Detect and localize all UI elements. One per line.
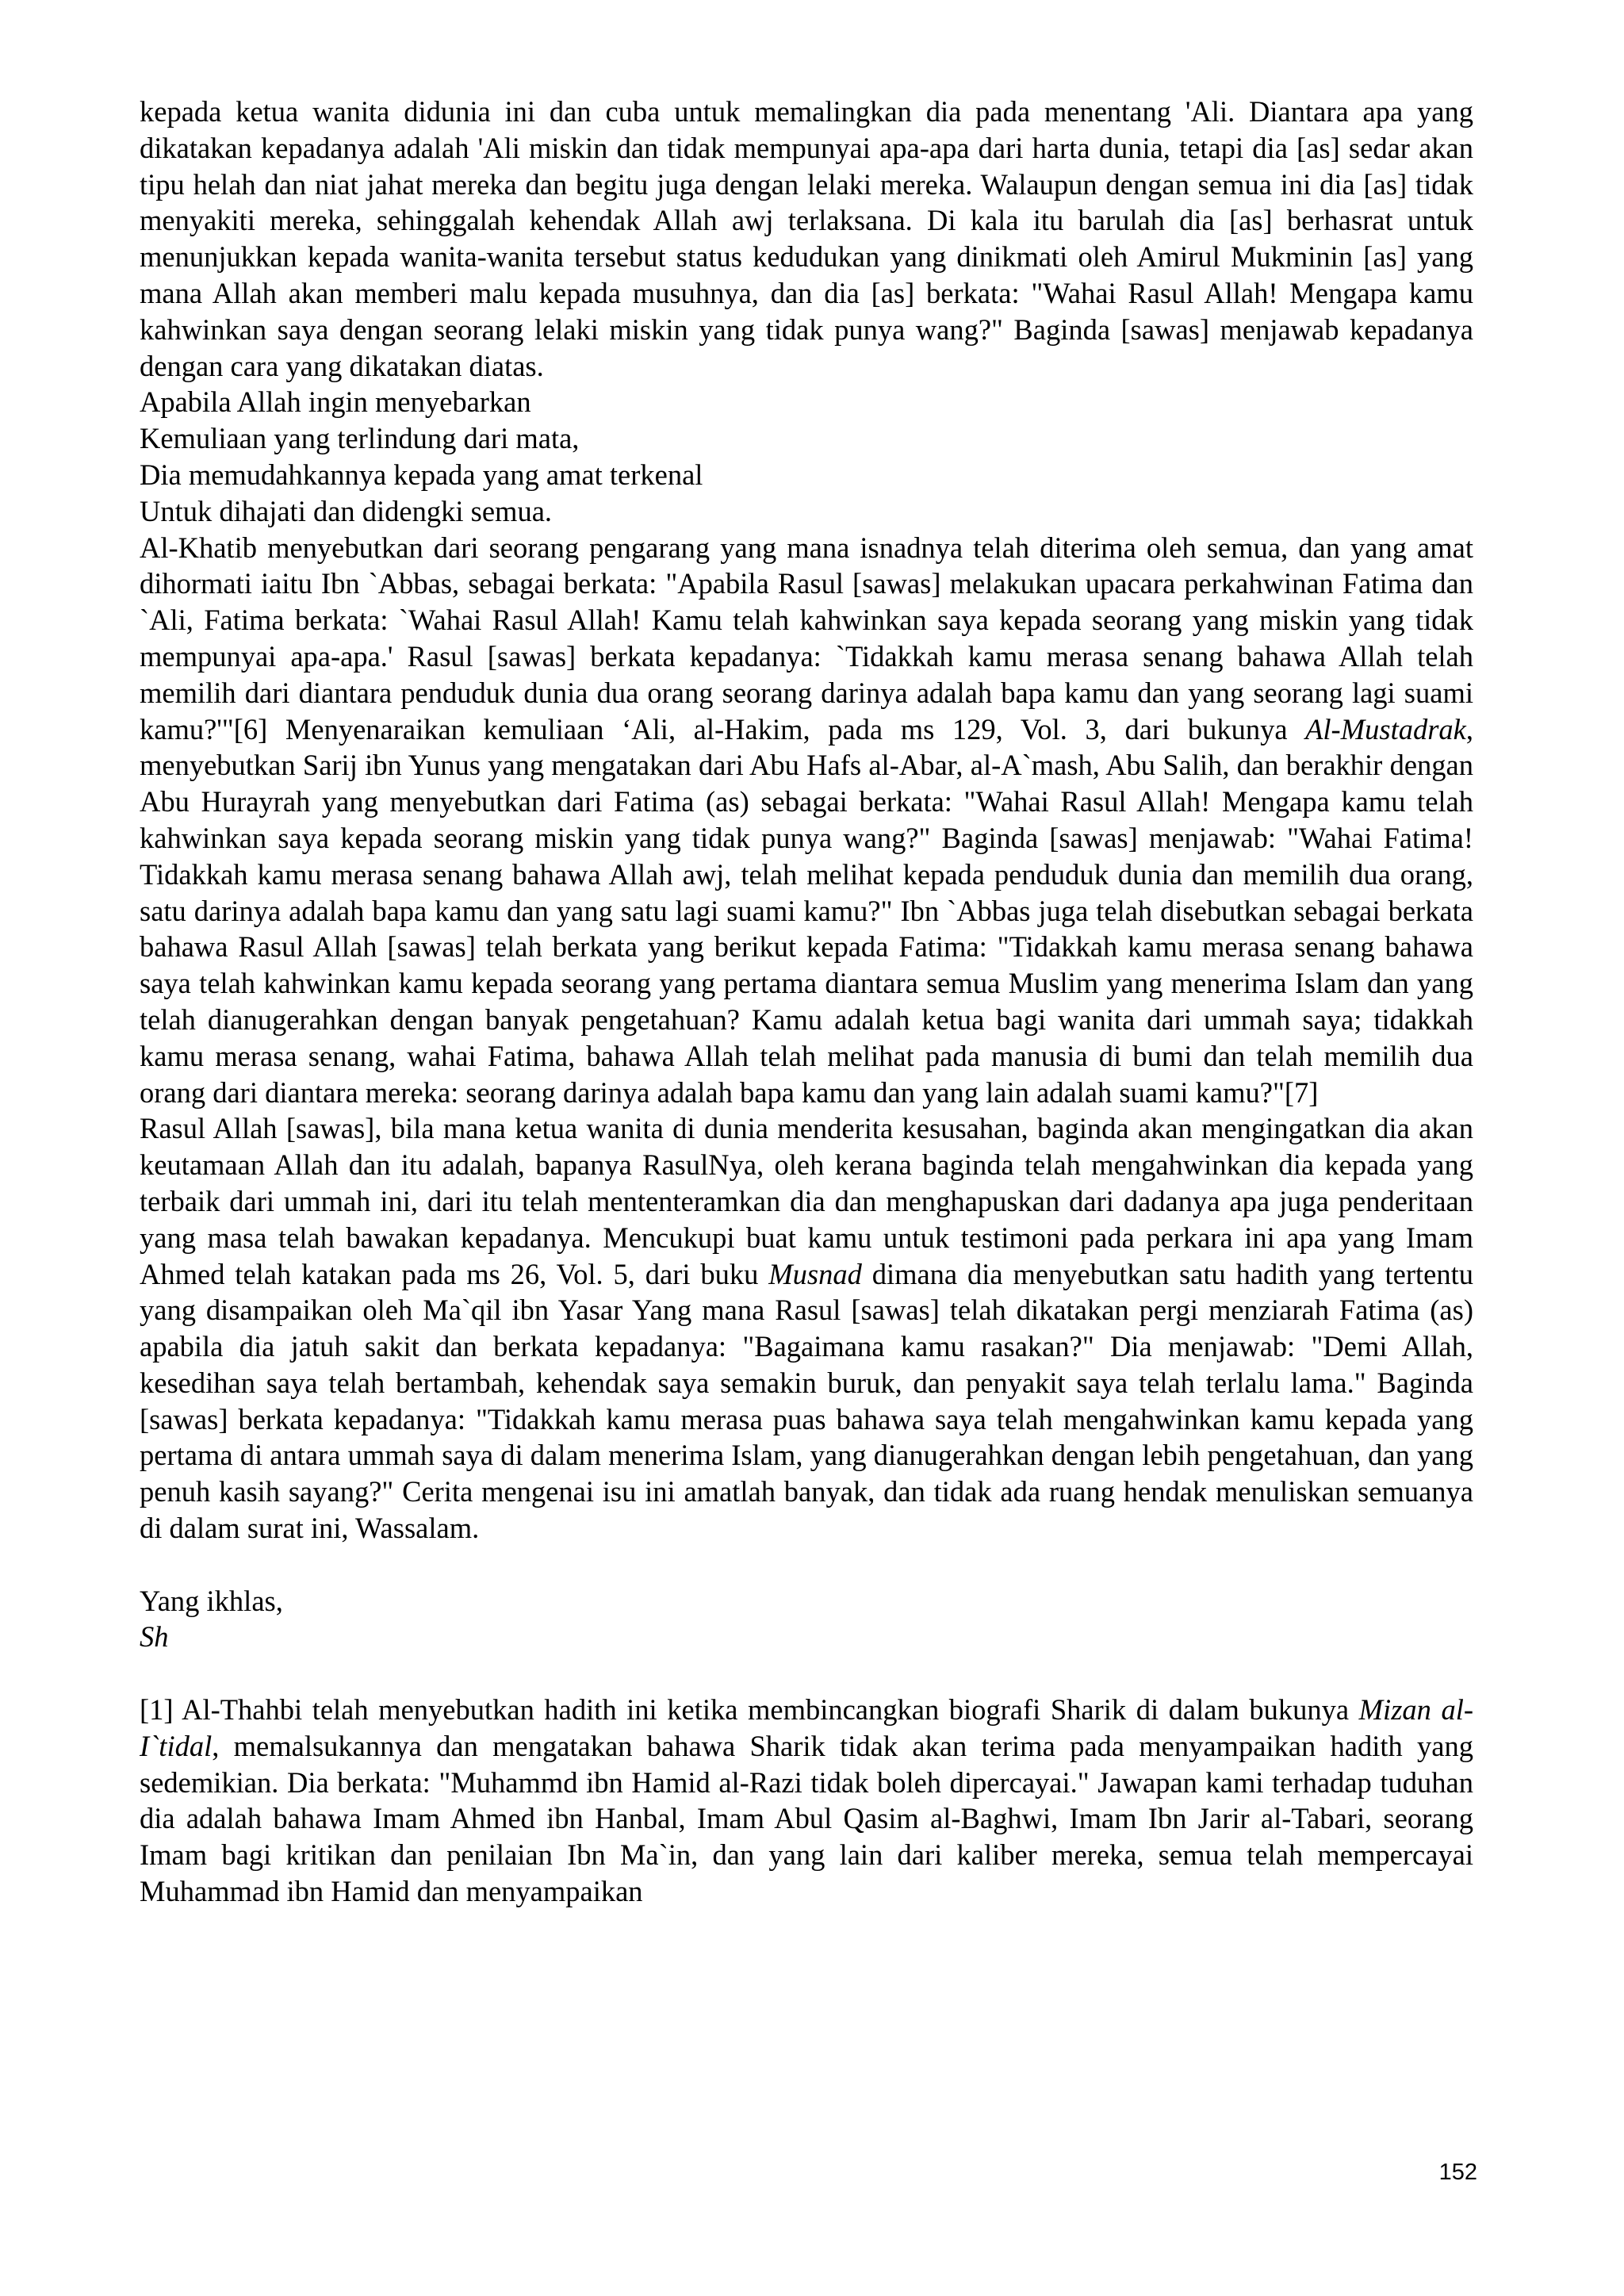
paragraph-intro: kepada ketua wanita didunia ini dan cuba untuk memalingkan dia pada menentang 'Ali. Diantara apa yang dikatakan kepadanya adalah 'Ali miskin dan tidak mempunyai apa-apa dari harta dunia, tetapi dia [as] sedar akan tipu helah dan niat jahat mereka dan begitu juga dengan lelaki mereka. Walaupun dengan semua ini dia [as] tidak menyakiti mereka, sehinggalah kehendak Allah awj terlaksana. Di kala itu barulah dia [as] berhasrat untuk menunjukkan kepada wanita-wanita tersebut status kedudukan yang dinikmati oleh Amirul Mukminin [as] yang mana Allah akan memberi malu kepada musuhnya, dan dia [as] berkata: "Wahai Rasul Allah! Mengapa kamu kahwinkan saya dengan seorang lelaki miskin yang tidak punya wang?" Baginda [sawas] menjawab kepadanya dengan cara yang dikatakan diatas. bbox=[140, 95, 1473, 382]
book-title: Mizan al-I`tidal bbox=[140, 1693, 1474, 1762]
book-title: Al-Mustadrak bbox=[1305, 712, 1466, 746]
text-run: Al-Khatib menyebutkan dari seorang pengarang yang mana isnadnya telah diterima oleh semua, dan yang amat dihormati iaitu Ibn `Abbas, sebagai berkata: "Apabila Rasul [sawas] melakukan upacara perkahwinan Fatima dan `Ali, Fatima berkata: `Wahai Rasul Allah! Kamu telah kahwinkan saya kepada seorang yang miskin yang tidak mempunyai apa-apa.' Rasul [sawas] berkata kepadanya: `Tidakkah kamu merasa senang bahawa Allah telah memilih dari diantara penduduk dunia dua orang seorang darinya adalah bapa kamu dan yang seorang lagi suami kamu?'"[6] Menyenaraikan kemuliaan ‘Ali, al-Hakim, pada ms 129, Vol. 3, dari bukunya bbox=[140, 531, 1473, 746]
paragraph-al-khatib bbox=[140, 530, 1473, 1111]
footnote-1 bbox=[140, 1692, 1473, 1910]
verse-line-3: Dia memudahkannya kepada yang amat terkenal bbox=[140, 458, 703, 491]
signature-text: Sh bbox=[140, 1620, 169, 1654]
page-number: 152 bbox=[1438, 2160, 1477, 2185]
paragraph-rasul-allah bbox=[140, 1110, 1473, 1547]
document-body bbox=[140, 94, 1473, 1910]
verse-line-1: Apabila Allah ingin menyebarkan bbox=[140, 385, 531, 419]
text-run: , menyebutkan Sarij ibn Yunus yang mengatakan dari Abu Hafs al-Abar, al-A`mash, Abu Salih, dan berakhir dengan Abu Hurayrah yang menyebutkan dari Fatima (as) sebagai berkata: "Wahai Rasul Allah! Mengapa kamu telah kahwinkan saya kepada seorang miskin yang tidak punya wang?" Baginda [sawas] menjawab: "Wahai Fatima! Tidakkah kamu merasa senang bahawa Allah awj, telah melihat kepada penduduk dunia dan memilih dua orang, satu darinya adalah bapa kamu dan yang satu lagi suami kamu?" Ibn `Abbas juga telah disebutkan sebagai berkata bahawa Rasul Allah [sawas] telah berkata yang berikut kepada Fatima: "Tidakkah kamu merasa senang bahawa saya telah kahwinkan kamu kepada seorang yang pertama diantara semua Muslim yang menerima Islam dan yang telah dianugerahkan dengan banyak pengetahuan? Kamu adalah ketua bagi wanita dari ummah saya; tidakkah kamu merasa senang, wahai Fatima, bahawa Allah telah melihat pada manusia di bumi dan telah memilih dua orang dari diantara mereka: seorang darinya adalah bapa kamu dan yang lain adalah suami kamu?"[7] bbox=[140, 712, 1473, 1109]
verse-line-2: Kemuliaan yang terlindung dari mata, bbox=[140, 422, 580, 455]
spacer bbox=[140, 1655, 1473, 1692]
closing: Yang ikhlas, bbox=[140, 1584, 283, 1617]
text-run: [1] Al-Thahbi telah menyebutkan hadith ini ketika membincangkan biografi Sharik di dalam bukunya bbox=[140, 1693, 1359, 1727]
verse-line-4: Untuk dihajati dan didengki semua. bbox=[140, 494, 553, 527]
signature bbox=[140, 1619, 1473, 1655]
text-run: , memalsukannya dan mengatakan bahawa Sharik tidak akan terima pada menyampaikan hadith yang sedemikian. Dia berkata: "Muhammd ibn Hamid al-Razi tidak boleh dipercayai." Jawapan kami terhadap tuduhan dia adalah bahawa Imam Ahmed ibn Hanbal, Imam Abul Qasim al-Baghwi, Imam Ibn Jarir al-Tabari, seorang Imam bagi kritikan dan penilaian Ibn Ma`in, dan yang lain dari kaliber mereka, semua telah mempercayai Muhammad ibn Hamid dan menyampaikan bbox=[140, 1729, 1473, 1908]
spacer bbox=[140, 1547, 1473, 1583]
text-run: dimana dia menyebutkan satu hadith yang tertentu yang disampaikan oleh Ma`qil ibn Yasar Yang mana Rasul [sawas] telah dikatakan pergi menziarah Fatima (as) apabila dia jatuh sakit dan berkata kepadanya: "Bagaimana kamu rasakan?" Dia menjawab: "Demi Allah, kesedihan saya telah bertambah, kehendak saya semakin buruk, dan penyakit saya telah terlalu lama." Baginda [sawas] berkata kepadanya: "Tidakkah kamu merasa puas bahawa saya telah mengahwinkan kamu kepada yang pertama di antara ummah saya di dalam menerima Islam, yang dianugerahkan dengan lebih pengetahuan, dan yang penuh kasih sayang?" Cerita mengenai isu ini amatlah banyak, dan tidak ada ruang hendak menuliskan semuanya di dalam surat ini, Wassalam. bbox=[140, 1257, 1473, 1545]
book-title: Musnad bbox=[768, 1257, 862, 1290]
text-run: Rasul Allah [sawas], bila mana ketua wanita di dunia menderita kesusahan, baginda akan mengingatkan dia akan keutamaan Allah dan itu adalah, bapanya RasulNya, oleh kerana baginda telah mengahwinkan dia kepada yang terbaik dari ummah ini, dari itu telah mententeramkan dia dan menghapuskan dari dadanya apa juga penderitaan yang masa telah bawakan kepadanya. Mencukupi buat kamu untuk testimoni pada perkara ini apa yang Imam Ahmed telah katakan pada ms 26, Vol. 5, dari buku bbox=[140, 1112, 1473, 1290]
